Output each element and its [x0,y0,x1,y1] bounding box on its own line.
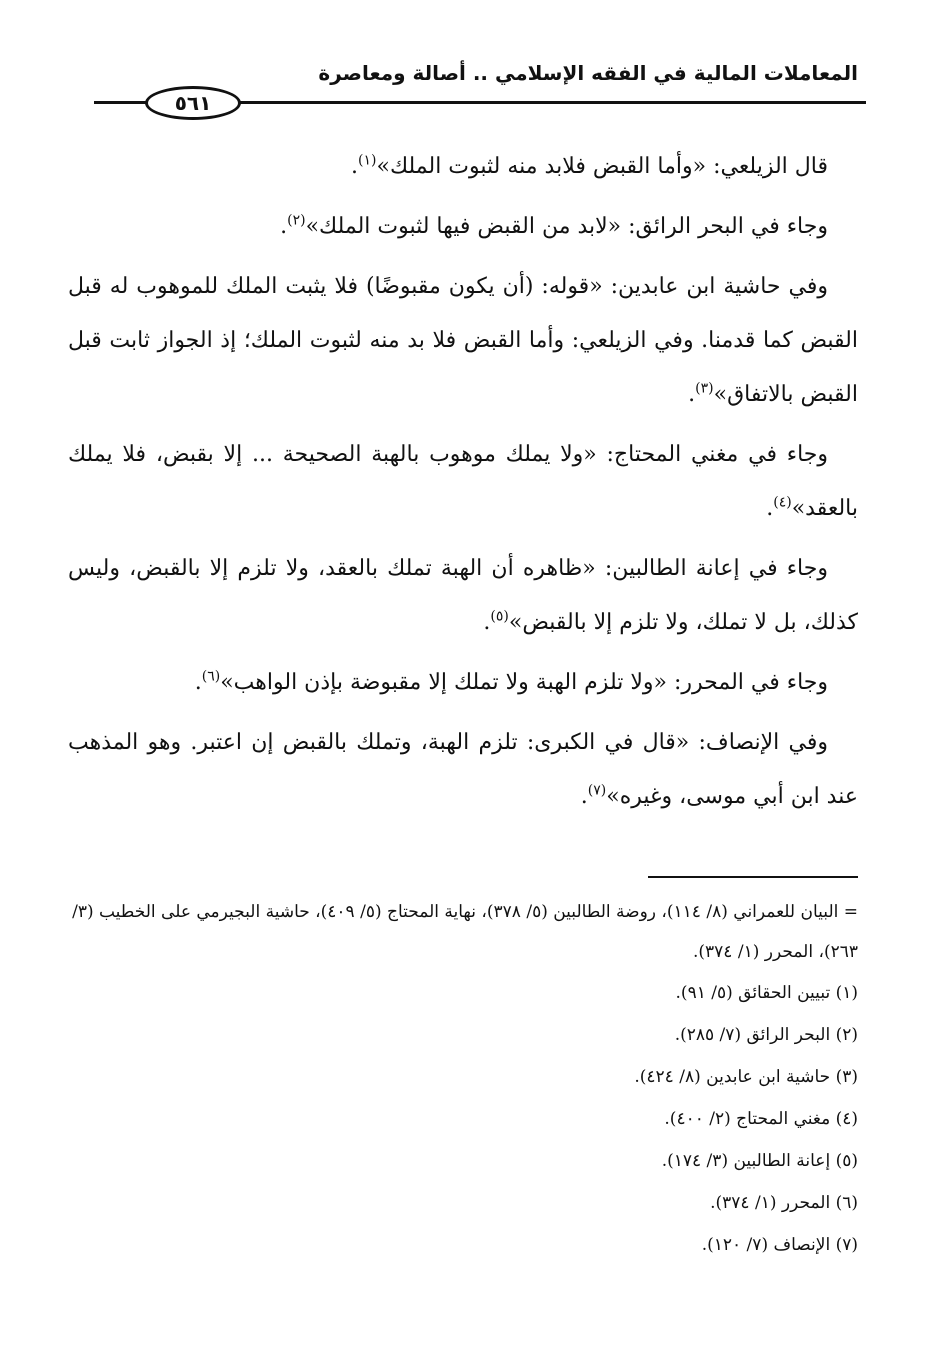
footnote-ref: (٧) [587,782,607,799]
footnote-ref: (٦) [201,668,221,685]
paragraph-text: قال الزيلعي: «وأما القبض فلابد منه لثبوت الملك» [376,154,828,179]
paragraph [68,140,858,194]
paragraph-end: . [280,214,288,239]
paragraph-text: وجاء في المحرر: «ولا تلزم الهبة ولا تملك إلا مقبوضة بإذن الواهب» [220,670,828,695]
paragraph-text: وجاء في البحر الرائق: «لابد من القبض فيها لثبوت الملك» [305,214,828,239]
paragraph-text: وفي الإنصاف: «قال في الكبرى: تلزم الهبة، وتملك بالقبض إن اعتبر. وهو المذهب عند ابن أبي موسى، وغيره» [68,730,858,809]
footnote-ref: (٥) [490,608,509,625]
paragraph [68,716,858,824]
paragraph-end: . [688,382,696,407]
footnote-item: (٤) مغني المحتاج (٢/ ٤٠٠). [664,1109,858,1129]
paragraph-end: . [766,496,774,521]
paragraph [68,428,858,536]
footnote-ref: (٣) [695,380,714,397]
footnote-item: (٦) المحرر (١/ ٣٧٤). [710,1193,858,1213]
paragraph [68,260,858,422]
paragraph-end: . [351,154,359,179]
footnotes [68,892,858,1266]
footnote-item: (٣) حاشية ابن عابدين (٨/ ٤٢٤). [634,1067,858,1087]
paragraph [68,542,858,650]
footnote-ref: (١) [358,152,377,169]
footnote-continuation: = البيان للعمراني (٨/ ١١٤)، روضة الطالبين (٥/ ٣٧٨)، نهاية المحتاج (٥/ ٤٠٩)، حاشية البجيرمي على الخطيب (٣/ ٢٦٣)، المحرر (١/ ٣٧٤). [72,902,858,962]
footnote-item: (٥) إعانة الطالبين (٣/ ١٧٤). [661,1151,858,1171]
body-text [68,140,858,830]
paragraph-end: . [194,670,202,695]
footnote-rule [648,876,858,878]
paragraph [68,656,858,710]
paragraph-text: وجاء في مغني المحتاج: «ولا يملك موهوب بالهبة الصحيحة ... إلا بقبض، فلا يملك بالعقد» [68,442,858,521]
page-number: ٥٦١ [145,86,241,120]
footnote-ref: (٤) [773,494,792,511]
paragraph-end: . [483,610,491,635]
footnote-item: (٧) الإنصاف (٧/ ١٢٠). [701,1235,858,1255]
footnote-item: (٢) البحر الرائق (٧/ ٢٨٥). [674,1025,858,1045]
paragraph-text: وفي حاشية ابن عابدين: «قوله: (أن يكون مقبوضًا) فلا يثبت الملك للموهوب له قبل القبض كما قدمنا. وفي الزيلعي: وأما القبض فلا بد منه لثبوت الملك؛ إذ الجواز ثابت قبل القبض بالاتفاق» [68,274,858,407]
running-header-title: المعاملات المالية في الفقه الإسلامي .. أصالة ومعاصرة [318,61,858,85]
paragraph-text: وجاء في إعانة الطالبين: «ظاهره أن الهبة تملك بالعقد، ولا تلزم إلا بالقبض، وليس كذلك، بل لا تملك، ولا تلزم إلا بالقبض» [68,556,858,635]
paragraph-end: . [580,784,588,809]
paragraph [68,200,858,254]
footnote-item: (١) تبيين الحقائق (٥/ ٩١). [675,983,858,1003]
footnote-ref: (٢) [287,212,306,229]
